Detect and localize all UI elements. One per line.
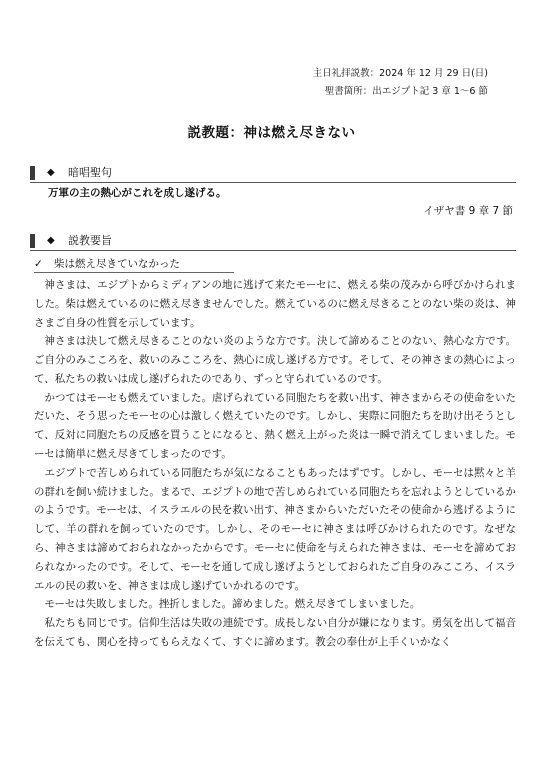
section-bar bbox=[30, 234, 35, 248]
body-paragraph: モーセは失敗しました。挫折しました。諦めました。燃え尽きてしまいました。 bbox=[44, 598, 421, 611]
summary-point-text: 柴は燃え尽きていなかった bbox=[54, 258, 180, 270]
body-paragraph: 神さまは、エジプトからミディアンの地に逃げて来たモーセに、燃える柴の茂みから呼びかけられました。柴は燃えているのに燃え尽きませんでした。燃えているのに燃え尽きることのない柴の炎は、神さまご自身の性質を示しています。 bbox=[34, 279, 516, 329]
body-paragraph: かつてはモーセも燃えていました。虐げられている同胞たちを救い出す、神さまからその使命をいただいた、そう思ったモーセの心は激しく燃えていたのです。しかし、実際に同胞たちを助け出そうとして、反対に同胞たちの反感を買うことになると、熱く燃え上がった炎は一瞬で消えてしまいました。モーセは簡単に燃え尽きてしまったのです。 bbox=[34, 391, 516, 461]
summary-point bbox=[34, 256, 234, 273]
section-heading-summary bbox=[30, 233, 516, 251]
section-label: 説教要旨 bbox=[68, 234, 112, 247]
section-label: 暗唱聖句 bbox=[68, 166, 112, 179]
sermon-title: 説教題：神は燃え尽きない bbox=[187, 125, 356, 141]
diamond-icon: ◆ bbox=[47, 167, 55, 178]
body-paragraph: エジプトで苦しめられている同胞たちが気になることもあったはずです。しかし、モーセは黙々と羊の群れを飼い続けました。まるで、エジプトの地で苦しめられている同胞たちを忘れようとしているかのようです。モーセは、イスラエルの民を救い出す、神さまからいただいたその使命から逃げるようにして、羊の群れを飼っていたのです。しかし、そのモーセに神さまは呼びかけられたのです。なぜなら、神さまは諦めておられなかったからです。モーセに使命を与えられた神さまは、モーセを諦めておられなかったのです。そして、モーセを通して成し遂げようとしておられたご自身のみこころ、イスラエルの民の救いを、神さまは成し遂げていかれるのです。 bbox=[34, 466, 516, 592]
sermon-date: 主日礼拝説教：2024 年 12 月 29 日(日) bbox=[312, 68, 488, 79]
diamond-icon: ◆ bbox=[47, 235, 55, 246]
memory-verse-reference: イザヤ書 9 章 7 節 bbox=[423, 205, 513, 217]
memory-verse-text: 万軍の主の熱心がこれを成し遂げる。 bbox=[48, 187, 227, 199]
body-paragraph: 私たちも同じです。信仰生活は失敗の連続です。成長しない自分が嫌になります。勇気を出して福音を伝えても、関心を持ってもらえなくて、すぐに諦めます。教会の奉仕が上手くいかなく bbox=[34, 617, 516, 648]
summary-body bbox=[34, 276, 516, 652]
checkmark-icon: ✓ bbox=[34, 258, 43, 270]
scripture-passage: 聖書箇所：出エジプト記 3 章 1～6 節 bbox=[324, 86, 488, 97]
section-heading-memory-verse bbox=[30, 165, 516, 183]
body-paragraph: 神さまは決して燃え尽きることのない炎のような方です。決して諦めることのない、熱心な方です。ご自分のみこころを、救いのみこころを、熱心に成し遂げる方です。そして、その神さまの熱心によって、私たちの救いは成し遂げられたのであり、ずっと守られているのです。 bbox=[34, 335, 516, 385]
section-bar bbox=[30, 166, 35, 180]
